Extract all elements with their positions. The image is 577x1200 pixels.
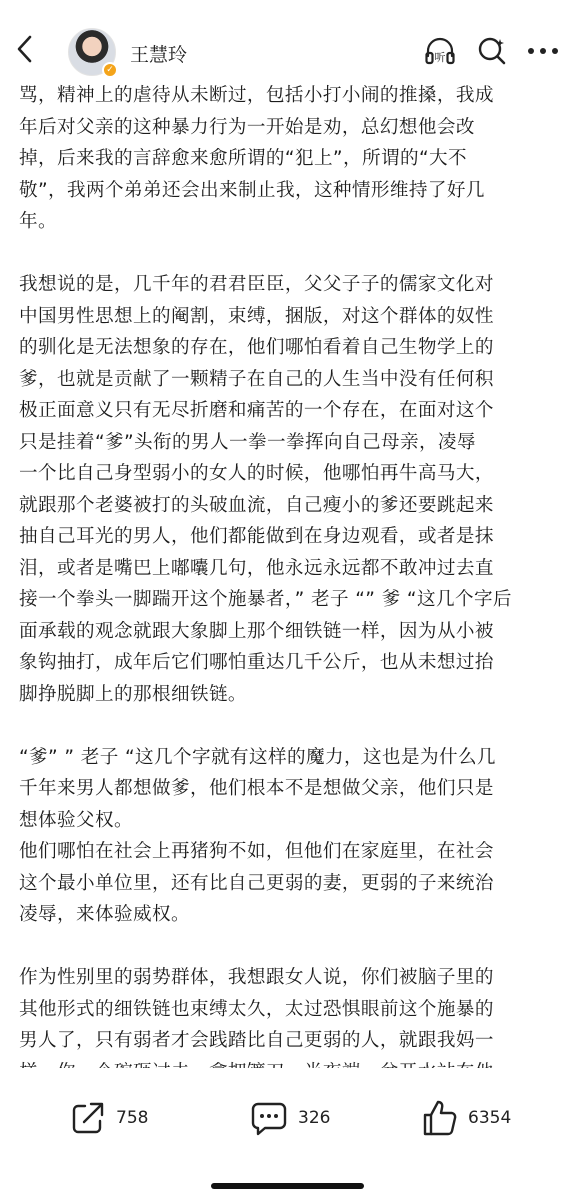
text-line: 中国男性思想上的阉割，束缚，捆版，对这个群体的奴性 [19,305,494,327]
paragraph-gap [19,710,559,742]
text-line: 一个比自己身型弱小的女人的时候，他哪怕再牛高马大， [19,463,494,484]
listen-label: 听 [434,51,446,64]
post-paragraph [19,742,559,931]
verified-badge-icon: ✓ [102,62,118,78]
text-line: 这个最小单位里，还有比自己更弱的妻，更弱的子来统治 [19,872,494,894]
text-line: 骂，精神上的虐待从未断过，包括小打小闹的推搡，我成 [19,85,494,106]
bottom-action-bar [0,1068,577,1200]
chevron-left-icon [14,34,36,64]
listen-button[interactable] [423,34,457,68]
paragraph-gap [19,238,559,270]
post-content [19,80,559,1070]
repost-count: 758 [116,1108,149,1128]
search-icon [476,35,508,67]
text-line: 掉，后来我的言辞愈来愈所谓的“犯上”，所谓的“大不 [19,148,467,169]
text-line: 千年来男人都想做爹，他们根本不是想做父亲，他们只是 [19,778,494,799]
headphones-icon [423,34,457,68]
text-line: 脚挣脱脚上的那根细铁链。 [19,683,247,705]
text-line: 作为性别里的弱势群体，我想跟女人说，你们被脑子里的 [19,967,494,988]
like-button[interactable] [422,1098,511,1138]
text-line: 想体验父权。 [19,809,133,831]
text-line: 极正面意义只有无尽折磨和痛苦的一个存在，在面对这个 [19,400,494,421]
comment-count: 326 [298,1108,331,1128]
repost-button[interactable] [70,1098,148,1138]
text-line: 年。 [19,211,57,232]
more-options-button[interactable] [526,34,560,68]
thumbs-up-icon [422,1099,458,1137]
search-button[interactable] [475,34,509,68]
text-line: 只是挂着“爹”头衔的男人一拳一拳挥向自己母亲，凌辱 [19,431,476,453]
text-line: 爹，也就是贡献了一颗精子在自己的人生当中没有任何积 [19,368,494,390]
text-line: 我想说的是，几千年的君君臣臣，父父子子的儒家文化对 [19,274,494,295]
text-line: 凌辱，来体验威权。 [19,904,190,925]
text-line: 接一个拳头一脚踹开这个施暴者，” 老子 “” 爹 “这几个字后 [19,589,512,610]
text-line: 年后对父亲的这种暴力行为一开始是劝，总幻想他会改 [19,116,475,138]
text-line: 面承载的观念就跟大象脚上那个细铁链一样，因为从小被 [19,620,494,642]
text-line: 抽自己耳光的男人，他们都能做到在身边观看，或者是抹 [19,526,494,547]
comment-button[interactable] [250,1098,330,1138]
back-button[interactable] [10,32,40,66]
comment-icon [250,1100,288,1136]
like-count: 6354 [468,1108,512,1128]
post-paragraph [19,269,559,710]
text-line: 泪，或者是嘴巴上嘟囔几句，他永远永远都不敢冲过去直 [19,557,494,579]
text-line: 就跟那个老婆被打的头破血流，自己瘦小的爹还要跳起来 [19,494,494,516]
paragraph-gap [19,931,559,963]
text-line: 象钩抽打，成年后它们哪怕重达几千公斤，也从未想过抬 [19,652,494,673]
username[interactable]: 王慧玲 [130,44,188,66]
text-line: 的驯化是无法想象的存在，他们哪怕看着自己生物学上的 [19,337,494,358]
text-line: 敬”，我两个弟弟还会出来制止我，这种情形维持了好几 [19,179,485,201]
home-indicator [211,1183,364,1189]
post-paragraph [19,80,559,238]
text-line: 他们哪怕在社会上再猪狗不如，但他们在家庭里，在社会 [19,841,494,862]
text-line: 男人了，只有弱者才会践踏比自己更弱的人，就跟我妈一 [19,1030,494,1051]
top-bar [0,0,577,80]
more-dots-icon [527,46,559,56]
text-line: “爹” ” 老子 “这几个字就有这样的魔力，这也是为什么几 [19,746,496,768]
share-icon [70,1100,106,1136]
text-line: 其他形式的细铁链也束缚太久，太过恐惧眼前这个施暴的 [19,998,494,1020]
